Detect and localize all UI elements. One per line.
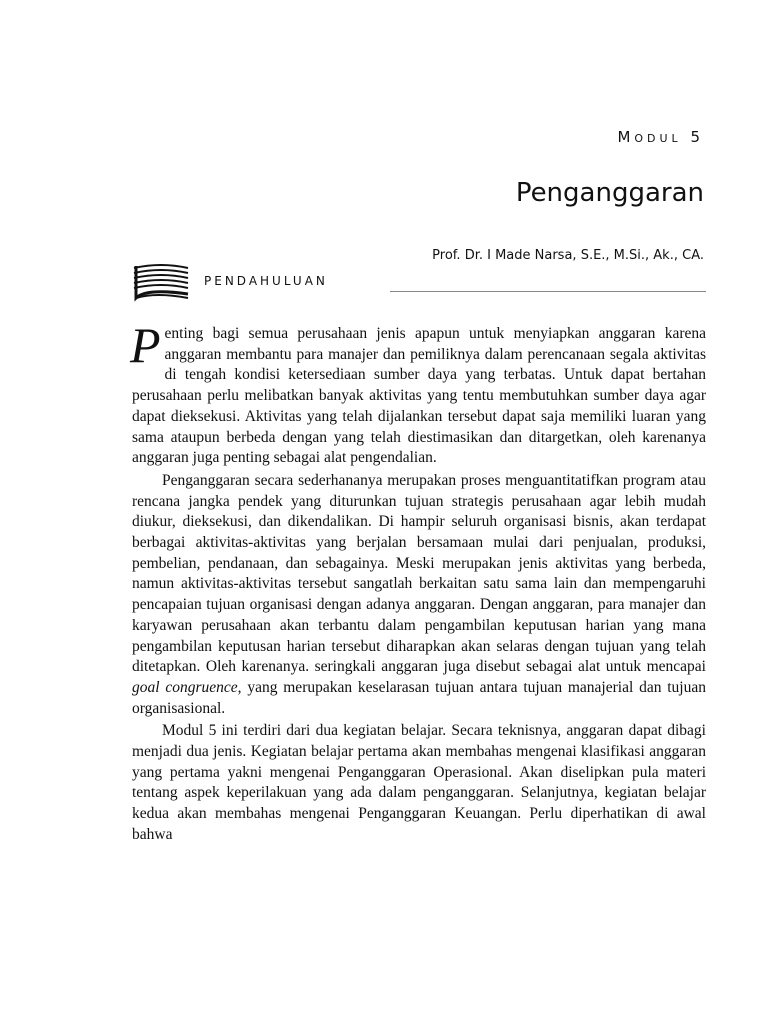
- paragraph-1-text: enting bagi semua perusahaan jenis apapun untuk menyiapkan anggaran karena anggaran membantu para manajer dan pemiliknya dalam perencanaan segala aktivitas di tengah kondisi ketersediaan sumber daya yang terbatas. Untuk dapat bertahan perusahaan perlu melibatkan banyak aktivitas yang tentu membutuhkan sumber daya agar dapat dieksekusi. Aktivitas yang telah dijalankan tersebut dapat saja memiliki luaran yang sama ataupun berbeda dengan yang telah diestimasikan dan ditargetkan, oleh karenanya anggaran juga penting sebagai alat pengendalian.: [132, 325, 706, 467]
- paragraph-2-text-b: , yang merupakan keselarasan tujuan antara tujuan manajerial dan tujuan organisasional.: [132, 678, 706, 717]
- paragraph-2-emphasis: goal congruence: [132, 678, 238, 696]
- section-header: [132, 262, 706, 302]
- chapter-title: Penganggaran: [515, 178, 704, 208]
- section-label: PENDAHULUAN: [204, 274, 328, 288]
- module-label: Modul 5: [617, 128, 704, 146]
- paragraph-2-text-a: Penganggaran secara sederhananya merupakan proses menguantitatifkan program atau rencana jangka pendek yang diturunkan tujuan strategis perusahaan agar lebih mudah diukur, dieksekusi, dan dikendalikan. Di hampir seluruh organisasi bisnis, akan terdapat berbagai aktivitas-aktivitas yang berjalan bersamaan mulai dari penjualan, produksi, pembelian, pendanaan, dan sebagainya. Meski merupakan jenis aktivitas yang berbeda, namun aktivitas-aktivitas tersebut sangatlah berkaitan satu sama lain dan mempengaruhi pencapaian tujuan organisasi dengan adanya anggaran. Dengan anggaran, para manajer dan karyawan perusahaan akan terbantu dalam pengambilan keputusan harian yang mana pengambilan keputusan harian tersebut diharapkan akan selaras dengan tujuan yang telah ditetapkan. Oleh karenanya. seringkali anggaran juga disebut sebagai alat untuk mencapai: [132, 471, 706, 676]
- paragraph-3: Modul 5 ini terdiri dari dua kegiatan belajar. Secara teknisnya, anggaran dapat dibagi menjadi dua jenis. Kegiatan belajar pertama akan membahas mengenai klasifikasi anggaran yang pertama yakni mengenai Penganggaran Operasional. Akan diselipkan pula materi tentang aspek keperilakuan yang ada dalam penganggaran. Selanjutnya, kegiatan belajar kedua akan membahas mengenai Penganggaran Keuangan. Perlu diperhatikan di awal bahwa: [132, 722, 706, 843]
- body-text: [130, 317, 706, 848]
- book-pages-icon: [132, 262, 190, 307]
- section-divider: [390, 291, 706, 292]
- drop-cap: P: [130, 317, 161, 373]
- paragraph-1: [130, 317, 706, 469]
- paragraph-2: [132, 471, 706, 719]
- author-line: Prof. Dr. I Made Narsa, S.E., M.Si., Ak., CA.: [432, 248, 704, 263]
